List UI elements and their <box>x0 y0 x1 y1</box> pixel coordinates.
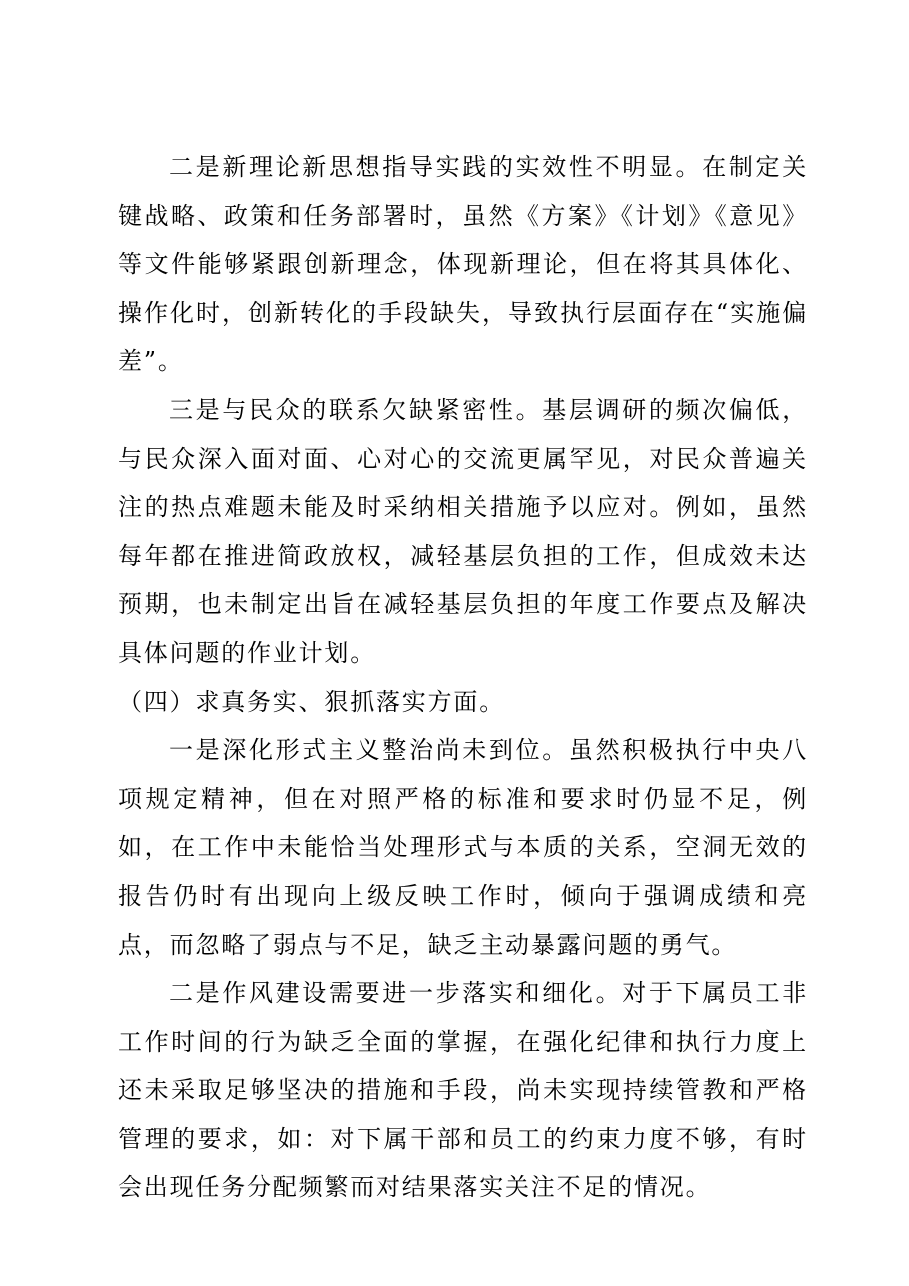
paragraph-formalism: 一是深化形式主义整治尚未到位。虽然积极执行中央八项规定精神，但在对照严格的标准和要求时仍显不足，例如，在工作中未能恰当处理形式与本质的关系，空洞无效的报告仍时有出现向上级反映工作时，倾向于强调成绩和亮点，而忽略了弱点与不足，缺乏主动暴露问题的勇气。 <box>118 736 808 959</box>
paragraph-public-connection: 三是与民众的联系欠缺紧密性。基层调研的频次偏低，与民众深入面对面、心对心的交流更属罕见，对民众普遍关注的热点难题未能及时采纳相关措施予以应对。例如，虽然每年都在推进简政放权，减轻基层负担的工作，但成效未达预期，也未制定出旨在减轻基层负担的年度工作要点及解决具体问题的作业计划。 <box>118 395 808 667</box>
document-body <box>118 143 808 1212</box>
section-heading-four: （四）求真务实、狠抓落实方面。 <box>118 687 505 716</box>
paragraph-theory-practice: 二是新理论新思想指导实践的实效性不明显。在制定关键战略、政策和任务部署时，虽然《方案》《计划》《意见》等文件能够紧跟创新理念，体现新理论，但在将其具体化、操作化时，创新转化的手段缺失，导致执行层面存在“实施偏差”。 <box>118 153 808 376</box>
paragraph-work-style: 二是作风建设需要进一步落实和细化。对于下属员工非工作时间的行为缺乏全面的掌握，在强化纪律和执行力度上还未采取足够坚决的措施和手段，尚未实现持续管教和严格管理的要求，如：对下属干部和员工的约束力度不够，有时会出现任务分配频繁而对结果落实关注不足的情况。 <box>118 979 808 1202</box>
